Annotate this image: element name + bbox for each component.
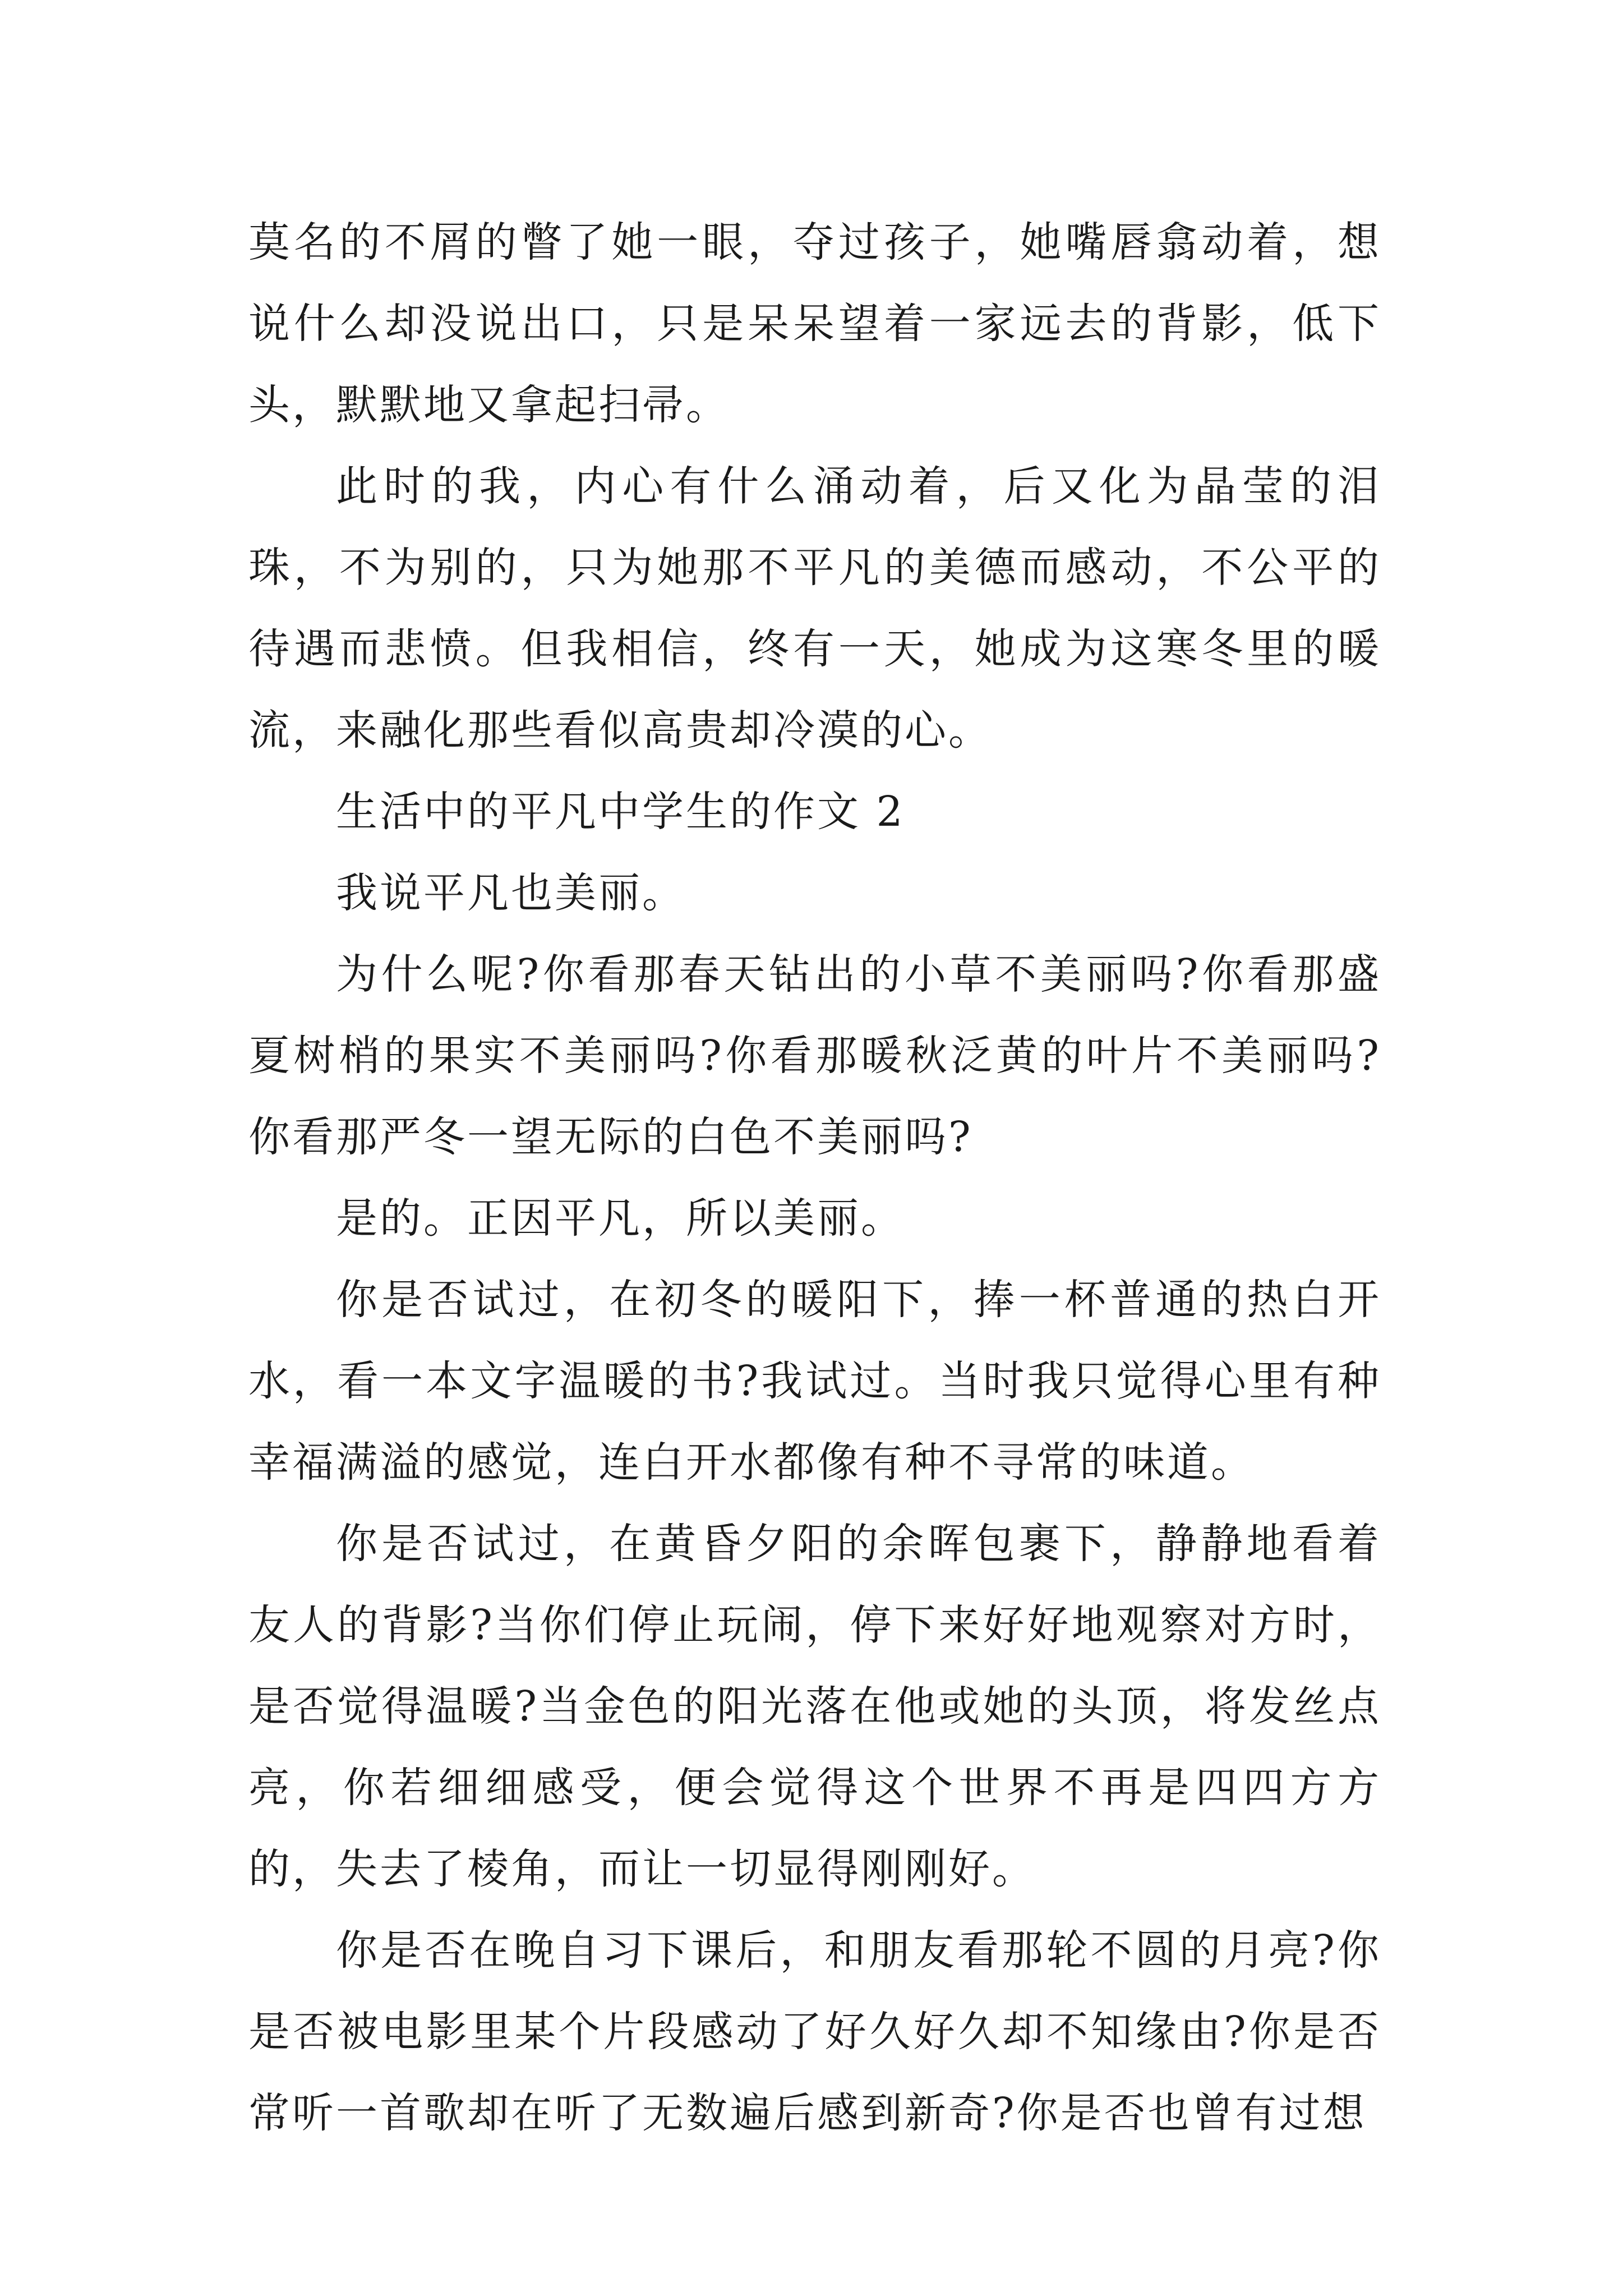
paragraph: 你是否试过，在初冬的暖阳下，捧一杯普通的热白开水，看一本文字温暖的书?我试过。当时我只觉得心里有种幸福满溢的感觉，连白开水都像有种不寻常的味道。 — [248, 1276, 1381, 1487]
paragraph: 为什么呢?你看那春天钻出的小草不美丽吗?你看那盛夏树梢的果实不美丽吗?你看那暖秋泛黄的叶片不美丽吗?你看那严冬一望无际的白色不美丽吗? — [248, 950, 1381, 1161]
paragraph: 我说平凡也美丽。 — [336, 869, 686, 917]
paragraph: 是的。正因平凡，所以美丽。 — [336, 1194, 905, 1243]
paragraph: 此时的我，内心有什么涌动着，后又化为晶莹的泪珠，不为别的，只为她那不平凡的美德而感动，不公平的待遇而悲愤。但我相信，终有一天，她成为这寒冬里的暖流，来融化那些看似高贵却冷漠的心。 — [248, 462, 1381, 754]
paragraph: 你是否试过，在黄昏夕阳的余晖包裹下，静静地看着友人的背影?当你们停止玩闹，停下来好好地观察对方时，是否觉得温暖?当金色的阳光落在他或她的头顶，将发丝点亮，你若细细感受，便会觉得这个世界不再是四四方方的，失去了棱角，而让一切显得刚刚好。 — [248, 1520, 1381, 1893]
paragraph-continuation: 莫名的不屑的瞥了她一眼，夺过孩子，她嘴唇翕动着，想说什么却没说出口，只是呆呆望着一家远去的背影，低下头，默默地又拿起扫帚。 — [248, 218, 1381, 429]
document-body — [248, 202, 1381, 2154]
section-heading: 生活中的平凡中学生的作文 2 — [336, 788, 905, 836]
paragraph: 你是否在晚自习下课后，和朋友看那轮不圆的月亮?你是否被电影里某个片段感动了好久好久却不知缘由?你是否常听一首歌却在听了无数遍后感到新奇?你是否也曾有过想 — [248, 1926, 1381, 2137]
